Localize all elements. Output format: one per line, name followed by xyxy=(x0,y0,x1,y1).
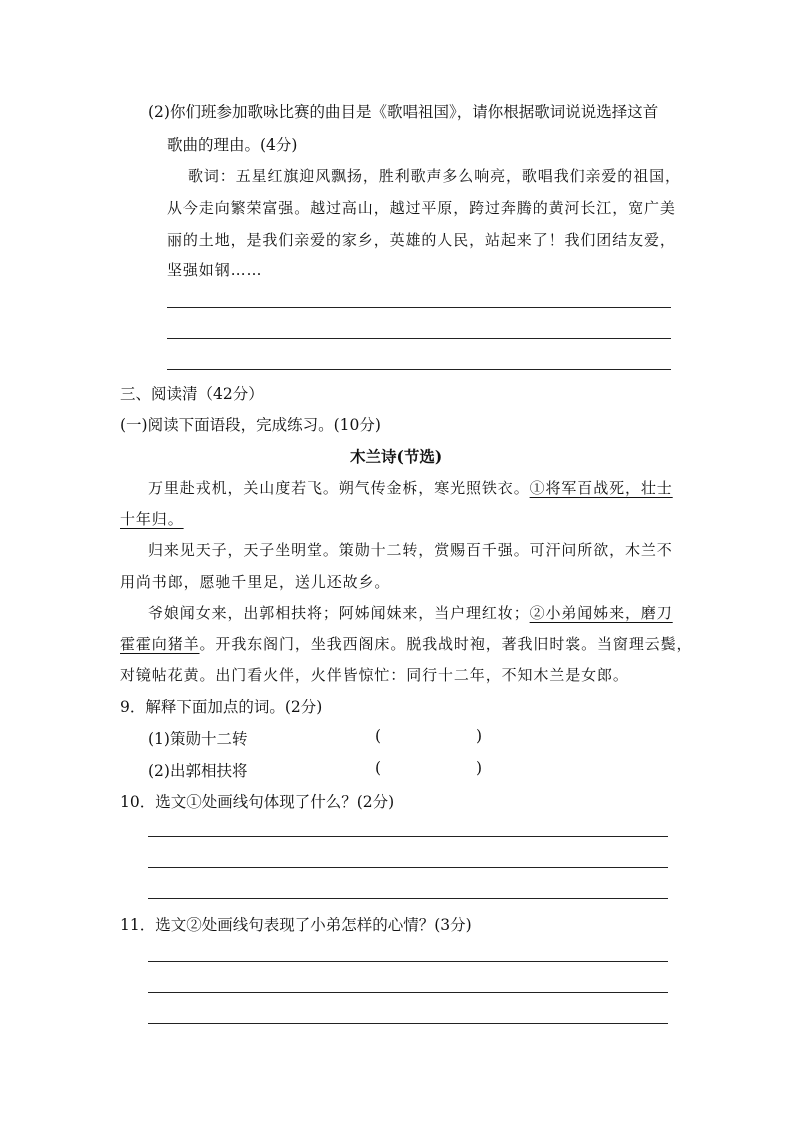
q9-bracket-close: ) xyxy=(476,727,483,745)
poem-p3-text-2: 。开我东阁门，坐我西阁床。脱我战时袍，著我旧时裳。当窗理云鬓， xyxy=(199,635,693,653)
underlined-sentence-1: ①将军百战死，壮士 xyxy=(529,479,673,497)
part1-intro: (一)阅读下面语段，完成练习。(10分) xyxy=(120,416,381,434)
poem-p3-line1 xyxy=(148,602,673,623)
underlined-sentence-2: ②小弟闻姊来，磨刀 xyxy=(529,604,673,622)
poem-p3-line2 xyxy=(120,633,692,654)
section-heading: 三、阅读清（42分） xyxy=(120,385,264,403)
answer-line[interactable] xyxy=(167,369,671,370)
answer-line[interactable] xyxy=(148,898,668,899)
underlined-sentence-1-cont: 十年归。 xyxy=(120,510,184,528)
lyrics-line-4: 坚强如钢…… xyxy=(167,261,263,279)
q9-item-2: (2)出郭相扶将 xyxy=(148,762,248,780)
q9-bracket-open: ( xyxy=(375,759,382,777)
answer-line[interactable] xyxy=(167,307,671,308)
answer-line[interactable] xyxy=(167,338,671,339)
lyrics-line-1: 歌词：五星红旗迎风飘扬，胜利歌声多么响亮，歌唱我们亲爱的祖国， xyxy=(188,167,681,185)
poem-p2-line1: 归来见天子，天子坐明堂。策勋十二转，赏赐百千强。可汗问所欲，木兰不 xyxy=(148,541,673,559)
q11-prompt: 11．选文②处画线句表现了小弟怎样的心情？(3分) xyxy=(120,916,472,934)
underlined-sentence-2-cont: 霍霍向猪羊 xyxy=(120,635,200,653)
q9-prompt: 9．解释下面加点的词。(2分) xyxy=(120,698,323,716)
poem-p1-line1 xyxy=(148,477,673,498)
q9-item-1: (1)策勋十二转 xyxy=(148,730,248,748)
q8-2-prompt-line1: (2)你们班参加歌咏比赛的曲目是《歌唱祖国》，请你根据歌词说说选择这首 xyxy=(148,103,659,121)
q8-2-prompt-line2: 歌曲的理由。(4分) xyxy=(167,136,298,154)
q9-bracket-open: ( xyxy=(375,727,382,745)
q9-bracket-close: ) xyxy=(476,759,483,777)
answer-line[interactable] xyxy=(148,836,668,837)
answer-line[interactable] xyxy=(148,961,668,962)
answer-line[interactable] xyxy=(148,992,668,993)
lyrics-line-2: 从今走向繁荣富强。越过高山，越过平原，跨过奔腾的黄河长江，宽广美 xyxy=(167,199,676,217)
poem-p3-line3: 对镜帖花黄。出门看火伴，火伴皆惊忙：同行十二年，不知木兰是女郎。 xyxy=(120,666,629,684)
poem-p2-line2: 用尚书郎，愿驰千里足，送儿还故乡。 xyxy=(120,573,391,591)
lyrics-line-3: 丽的土地，是我们亲爱的家乡，英雄的人民，站起来了！我们团结友爱， xyxy=(167,231,676,249)
poem-p1-text: 万里赴戎机，关山度若飞。朔气传金柝，寒光照铁衣。 xyxy=(148,479,530,497)
poem-p1-line2 xyxy=(120,508,184,529)
poem-title: 木兰诗(节选) xyxy=(350,447,443,466)
answer-line[interactable] xyxy=(148,1023,668,1024)
answer-line[interactable] xyxy=(148,867,668,868)
poem-p3-text: 爷娘闻女来，出郭相扶将；阿姊闻妹来，当户理红妆； xyxy=(148,604,530,622)
q10-prompt: 10．选文①处画线句体现了什么？(2分) xyxy=(120,793,395,811)
